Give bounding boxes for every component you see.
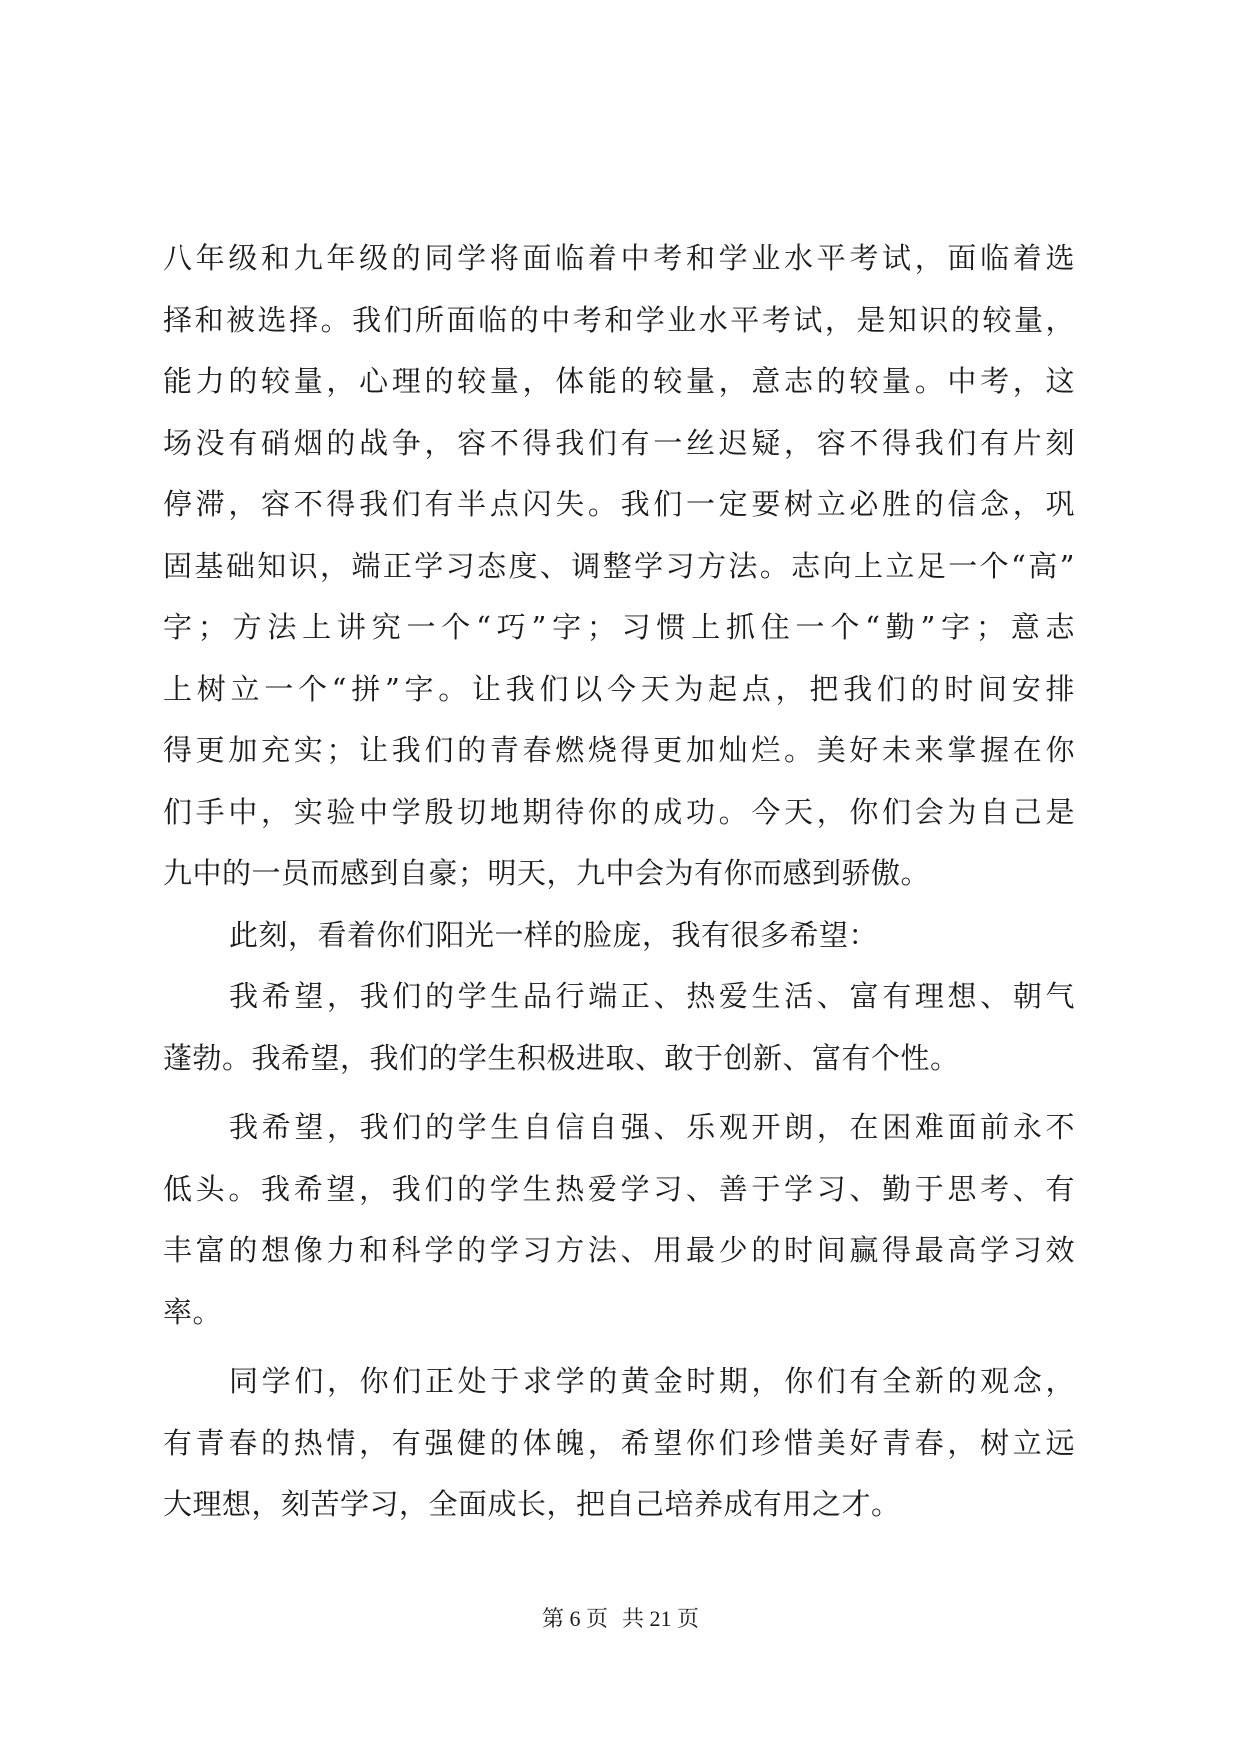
body-line: 同学们，你们正处于求学的黄金时期，你们有全新的观念， — [229, 1364, 1075, 1398]
body-line: 能力的较量，心理的较量，体能的较量，意志的较量。中考，这 — [163, 364, 1075, 398]
body-line: 低头。我希望，我们的学生热爱学习、善于学习、勤于思考、有 — [163, 1171, 1075, 1206]
body-line: 我希望，我们的学生品行端正、热爱生活、富有理想、朝气 — [229, 979, 1075, 1013]
body-line: 九中的一员而感到自豪；明天，九中会为有你而感到骄傲。 — [163, 856, 931, 890]
body-line: 我希望，我们的学生自信自强、乐观开朗，在困难面前永不 — [229, 1110, 1075, 1144]
body-line: 得更加充实；让我们的青春燃烧得更加灿烂。美好未来掌握在你 — [163, 733, 1075, 767]
body-line: 率。 — [163, 1294, 223, 1329]
body-line: 蓬勃。我希望，我们的学生积极进取、敢于创新、富有个性。 — [163, 1040, 960, 1075]
body-line: 字；方法上讲究一个“巧”字；习惯上抓住一个“勤”字；意志 — [163, 610, 1075, 644]
body-line: 有青春的热情，有强健的体魄，希望你们珍惜美好青春，树立远 — [163, 1425, 1075, 1460]
body-line: 大理想，刻苦学习，全面成长，把自己培养成有用之才。 — [163, 1487, 901, 1521]
body-line: 上树立一个“拼”字。让我们以今天为起点，把我们的时间安排 — [163, 671, 1075, 706]
body-line: 场没有硝烟的战争，容不得我们有一丝迟疑，容不得我们有片刻 — [163, 425, 1075, 460]
page-number: 第 6 页 — [541, 1606, 608, 1631]
body-line: 丰富的想像力和科学的学习方法、用最少的时间赢得最高学习效 — [163, 1233, 1075, 1267]
body-line: 固基础知识，端正学习态度、调整学习方法。志向上立足一个“高” — [163, 548, 1075, 583]
body-line: 此刻，看着你们阳光一样的脸庞，我有很多希望： — [229, 917, 879, 952]
body-line: 择和被选择。我们所面临的中考和学业水平考试，是知识的较量， — [163, 302, 1075, 337]
page-footer — [0, 1604, 1241, 1634]
page-total: 共 21 页 — [622, 1606, 700, 1631]
body-line: 们手中，实验中学殷切地期待你的成功。今天，你们会为自己是 — [163, 794, 1075, 829]
body-line: 停滞，容不得我们有半点闪失。我们一定要树立必胜的信念，巩 — [163, 487, 1075, 521]
document-body — [163, 228, 1075, 1536]
body-line: 八年级和九年级的同学将面临着中考和学业水平考试，面临着选 — [163, 241, 1075, 275]
